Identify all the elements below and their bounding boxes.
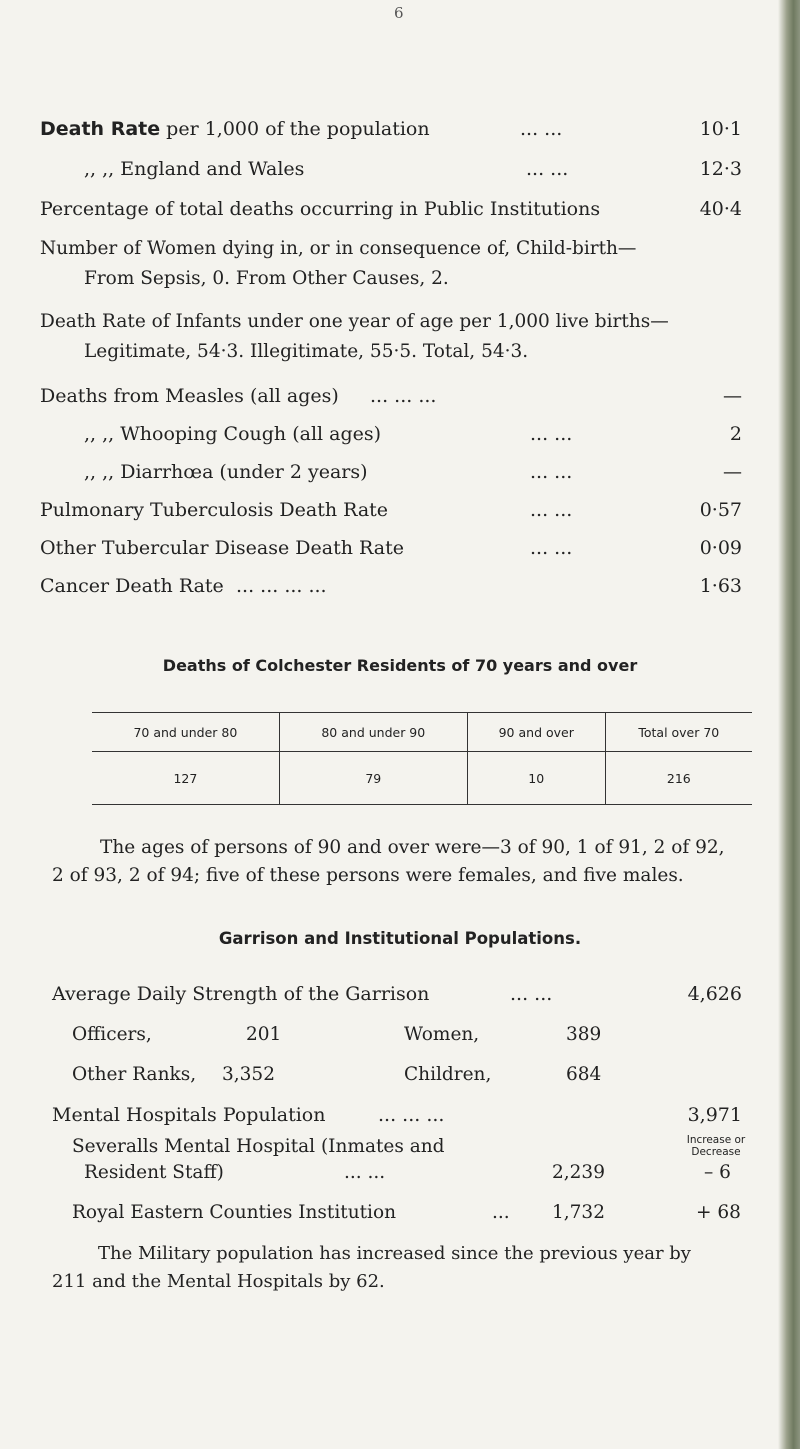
col-80-90-value: 79	[279, 752, 467, 805]
royal-dots: ...	[492, 1202, 510, 1223]
officers-value: 201	[246, 1024, 282, 1045]
measles-dots: ... ... ...	[370, 385, 437, 407]
death-rate-row	[40, 118, 742, 148]
garrison-avg-value: 4,626	[687, 983, 742, 1005]
residents-note-line1: The ages of persons of 90 and over were—3 of 90, 1 of 91, 2 of 92,	[100, 837, 725, 858]
severalls-line1: Severalls Mental Hospital (Inmates and	[72, 1136, 445, 1157]
whooping-dots: ... ...	[530, 423, 573, 445]
percentage-label: Percentage of total deaths occurring in Public Institutions	[40, 198, 601, 220]
death-rate-value: 10·1	[699, 118, 742, 140]
col-70-80-header: 70 and under 80	[92, 713, 279, 752]
diarrhoea-dots: ... ...	[530, 461, 573, 483]
england-wales-label: ,, ,, England and Wales	[84, 158, 305, 180]
military-note-line1: The Military population has increased since the previous year by	[98, 1243, 691, 1264]
severalls-dots: ... ...	[344, 1162, 386, 1183]
percentage-row	[40, 198, 742, 228]
officers-label: Officers,	[72, 1024, 152, 1045]
pulmonary-dots: ... ...	[530, 499, 573, 521]
severalls-line2: Resident Staff)	[84, 1162, 224, 1183]
mental-row	[52, 1104, 742, 1134]
measles-label: Deaths from Measles (all ages)	[40, 385, 339, 407]
infant-death-line1: Death Rate of Infants under one year of age per 1,000 live births—	[40, 311, 669, 332]
cancer-row	[40, 575, 742, 605]
col-70-80-value: 127	[92, 752, 279, 805]
other-tb-row	[40, 537, 742, 567]
mental-dots: ... ... ...	[378, 1104, 445, 1126]
residents-note	[52, 834, 772, 890]
women-childbirth-line1: Number of Women dying in, or in consequence of, Child-birth—	[40, 238, 637, 259]
military-note	[52, 1240, 772, 1296]
other-tb-dots: ... ...	[530, 537, 573, 559]
garrison-avg-dots: ... ...	[510, 983, 553, 1005]
residents-value-row	[92, 752, 752, 805]
residents-heading: Deaths of Colchester Residents of 70 years and over	[162, 656, 638, 675]
increase-decrease-header	[676, 1134, 756, 1158]
diarrhoea-row	[84, 461, 742, 491]
cancer-label: Cancer Death Rate	[40, 575, 224, 597]
col-total-value: 216	[605, 752, 752, 805]
col-90-over-value: 10	[467, 752, 605, 805]
england-wales-value: 12·3	[699, 158, 742, 180]
royal-label: Royal Eastern Counties Institution	[72, 1202, 397, 1223]
other-tb-value: 0·09	[699, 537, 742, 559]
whooping-row	[84, 423, 742, 453]
england-wales-row	[84, 158, 742, 188]
royal-change: + 68	[696, 1202, 741, 1223]
whooping-value: 2	[729, 423, 742, 445]
severalls-change: – 6	[704, 1162, 731, 1183]
percentage-value: 40·4	[699, 198, 742, 220]
children-label: Children,	[404, 1064, 492, 1085]
pulmonary-value: 0·57	[699, 499, 742, 521]
other-ranks-label: Other Ranks,	[72, 1064, 197, 1085]
residents-table	[92, 712, 752, 805]
other-tb-label: Other Tubercular Disease Death Rate	[40, 537, 404, 559]
garrison-avg-label: Average Daily Strength of the Garrison	[52, 983, 430, 1005]
cancer-dots: ... ... ... ...	[236, 575, 327, 597]
page-edge-shadow	[778, 0, 800, 1449]
cancer-value: 1·63	[699, 575, 742, 597]
england-wales-dots: ... ...	[526, 158, 569, 180]
other-ranks-value: 3,352	[222, 1064, 275, 1085]
increase-decrease-line2: Decrease	[691, 1146, 741, 1158]
women-label: Women,	[404, 1024, 480, 1045]
infant-death-line2: Legitimate, 54·3. Illegitimate, 55·5. Total, 54·3.	[84, 341, 529, 362]
diarrhoea-value: —	[723, 461, 742, 483]
residents-header-row	[92, 713, 752, 752]
severalls-value: 2,239	[552, 1162, 605, 1183]
col-total-header: Total over 70	[605, 713, 752, 752]
pulmonary-row	[40, 499, 742, 529]
women-value: 389	[566, 1024, 602, 1045]
royal-value: 1,732	[552, 1202, 605, 1223]
death-rate-label-rest: per 1,000 of the population	[160, 118, 430, 140]
garrison-heading: Garrison and Institutional Populations.	[218, 929, 582, 948]
children-value: 684	[566, 1064, 602, 1085]
diarrhoea-label: ,, ,, Diarrhœa (under 2 years)	[84, 461, 368, 483]
col-80-90-header: 80 and under 90	[279, 713, 467, 752]
garrison-avg-row	[52, 983, 742, 1013]
residents-note-line2: 2 of 93, 2 of 94; five of these persons were females, and five males.	[52, 865, 684, 886]
measles-value: —	[723, 385, 742, 407]
mental-label: Mental Hospitals Population	[52, 1104, 326, 1126]
measles-row	[40, 385, 742, 415]
death-rate-dots: ... ...	[520, 118, 563, 140]
pulmonary-label: Pulmonary Tuberculosis Death Rate	[40, 499, 389, 521]
military-note-line2: 211 and the Mental Hospitals by 62.	[52, 1271, 385, 1292]
mental-value: 3,971	[687, 1104, 742, 1126]
death-rate-label: Death Rate	[40, 118, 161, 140]
increase-decrease-line1: Increase or	[686, 1134, 746, 1146]
whooping-label: ,, ,, Whooping Cough (all ages)	[84, 423, 382, 445]
women-childbirth-line2: From Sepsis, 0. From Other Causes, 2.	[84, 268, 449, 289]
page-number: 6	[394, 4, 404, 22]
col-90-over-header: 90 and over	[467, 713, 605, 752]
